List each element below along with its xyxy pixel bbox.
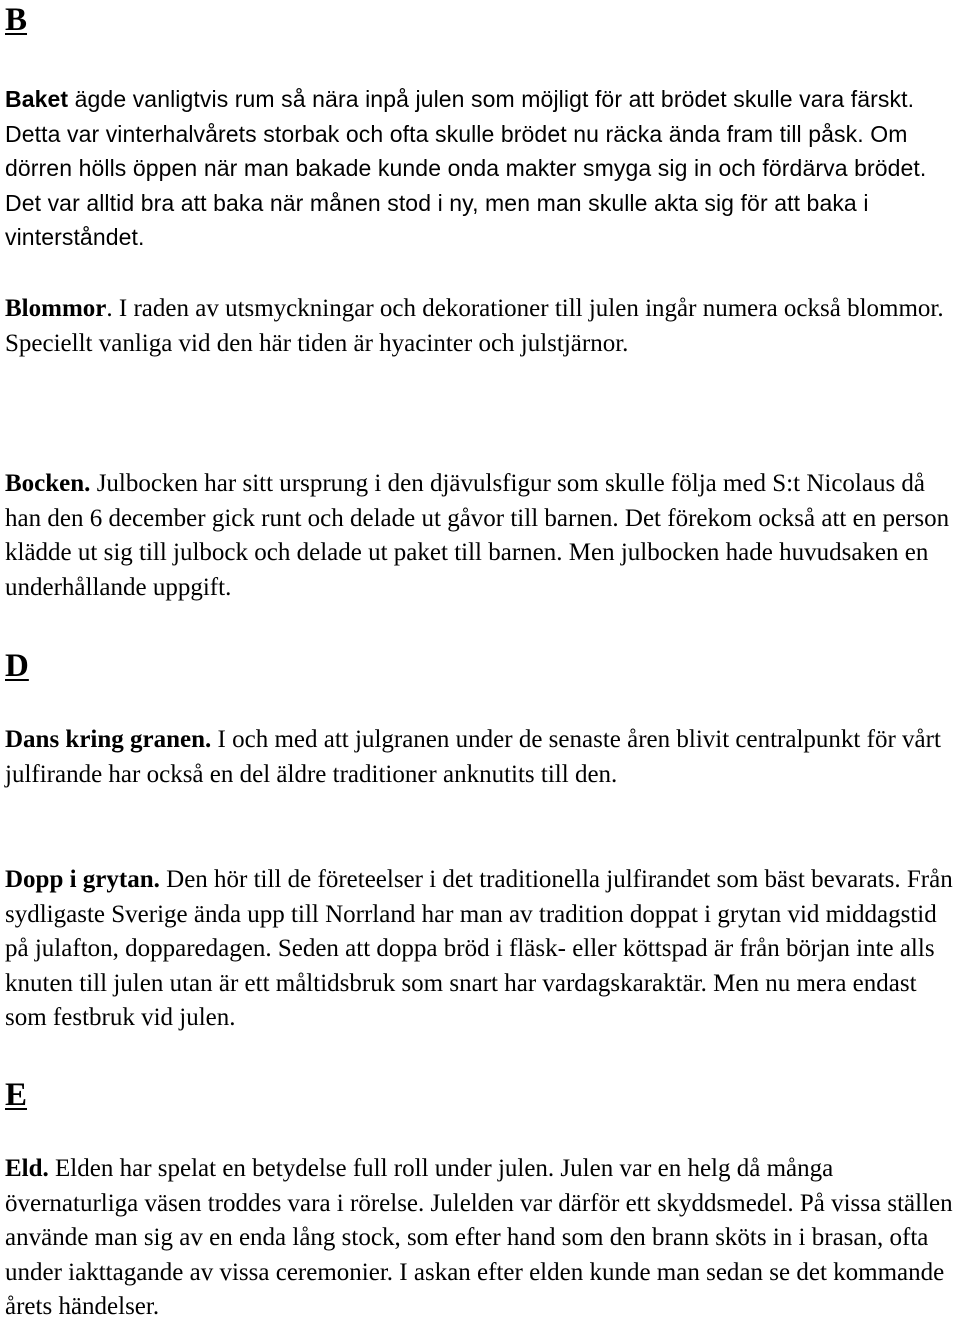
entry-text-dopp-i-grytan: Den hör till de företeelser i det traditionella julfirandet som bäst bevarats. Från sydligaste Sverige ända upp till Norrland har man av tradition doppat i grytan vid middagstid på julafton, dopparedagen. Seden att doppa bröd i fläsk- eller köttspad är från början inte alls knuten till julen utan är ett måltidsbruk som snart har vardagskaraktär. Men nu mera endast som festbruk vid julen. xyxy=(5,866,953,1031)
entry-bocken xyxy=(5,467,957,605)
entry-baket xyxy=(5,82,957,255)
entry-text-blommor: . I raden av utsmyckningar och dekorationer till julen ingår numera också blommor. Speciellt vanliga vid den här tiden är hyacinter och julstjärnor. xyxy=(5,295,944,357)
entry-term-dans-kring-granen: Dans kring granen. xyxy=(5,726,212,753)
entry-term-eld: Eld. xyxy=(5,1155,49,1182)
entry-text-dans-kring-granen: I och med att julgranen under de senaste åren blivit centralpunkt för vårt julfirande har också en del äldre traditioner anknutits till den. xyxy=(5,726,941,788)
section-letter-d: D xyxy=(5,648,29,684)
section-letter-b: B xyxy=(5,2,28,38)
entry-text-bocken: Julbocken har sitt ursprung i den djävulsfigur som skulle följa med S:t Nicolaus då han den 6 december gick runt och delade ut gåvor till barnen. Det förekom också att en person klädde ut sig till julbock och delade ut paket till barnen. Men julbocken hade huvudsaken en underhållande uppgift. xyxy=(5,470,950,601)
entry-eld xyxy=(5,1152,957,1325)
entry-term-bocken: Bocken. xyxy=(5,470,91,497)
entry-term-dopp-i-grytan: Dopp i grytan. xyxy=(5,866,160,893)
entry-term-baket: Baket xyxy=(5,86,69,112)
entry-blommor xyxy=(5,292,957,361)
entry-term-blommor: Blommor xyxy=(5,295,107,322)
entry-text-baket: ägde vanligtvis rum så nära inpå julen som möjligt för att brödet skulle vara färskt. Detta var vinterhalvårets storbak och ofta skulle brödet nu räcka ända fram till påsk. Om dörren hölls öppen när man bakade kunde onda makter smyga sig in och fördärva brödet. Det var alltid bra att baka när månen stod i ny, men man skulle akta sig för att baka i vinterståndet. xyxy=(5,86,927,250)
entry-dans-kring-granen xyxy=(5,723,957,792)
section-letter-e: E xyxy=(5,1077,28,1113)
entry-text-eld: Elden har spelat en betydelse full roll under julen. Julen var en helg då många övernaturliga väsen troddes vara i rörelse. Julelden var därför ett skyddsmedel. På vissa ställen använde man sig av en enda lång stock, som efter hand som den brann sköts in i brasan, ofta under iakttagande av vissa ceremonier. I askan efter elden kunde man sedan se det kommande årets händelser. xyxy=(5,1155,953,1320)
entry-dopp-i-grytan xyxy=(5,863,957,1036)
